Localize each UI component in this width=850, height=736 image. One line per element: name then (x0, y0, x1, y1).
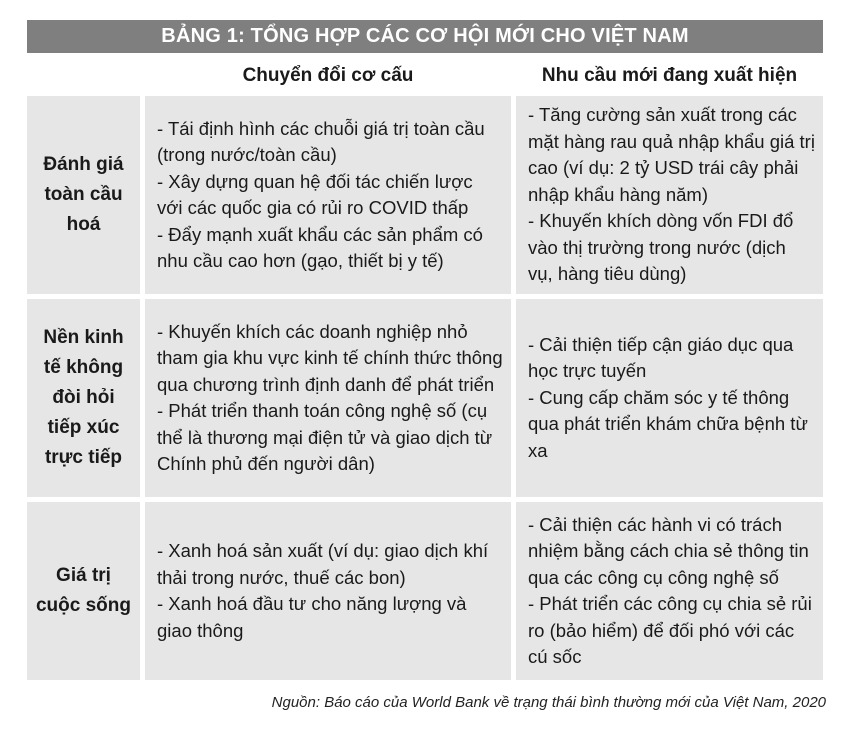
row-label-life-value: Giá trị cuộc sống (27, 502, 140, 680)
list-item: - Xanh hoá sản xuất (ví dụ: giao dịch khí thải trong nước, thuế các bon) (157, 540, 489, 588)
list-item: - Phát triển các công cụ chia sẻ rủi ro (bảo hiểm) để đối phó với các cú sốc (528, 593, 812, 667)
list-item: - Tái định hình các chuỗi giá trị toàn cầu (trong nước/toàn cầu) (157, 117, 485, 165)
cell-life-value-demand (516, 502, 823, 680)
list-item: - Cải thiện các hành vi có trách nhiệm bằng cách chia sẻ thông tin qua các công cụ công nghệ số (528, 513, 809, 588)
list-item: - Khuyến khích dòng vốn FDI đổ vào thị trường trong nước (dịch vụ, hàng tiêu dùng) (528, 210, 794, 285)
row-label-globalization: Đánh giá toàn cầu hoá (27, 96, 140, 294)
list-item: - Xanh hoá đầu tư cho năng lượng và giao thông (157, 593, 467, 641)
list-item: - Đẩy mạnh xuất khẩu các sản phẩm có nhu cầu cao hơn (gạo, thiết bị y tế) (157, 223, 483, 271)
cell-contactless-structural (145, 299, 511, 497)
list-item: - Cung cấp chăm sóc y tế thông qua phát triển khám chữa bệnh từ xa (528, 386, 808, 461)
row-label-contactless: Nền kinh tế không đòi hỏi tiếp xúc trực tiếp (27, 299, 140, 497)
source-note: Nguồn: Báo cáo của World Bank về trạng thái bình thường mới của Việt Nam, 2020 (271, 694, 826, 711)
table-title: BẢNG 1: TỔNG HỢP CÁC CƠ HỘI MỚI CHO VIỆT NAM (27, 20, 823, 53)
cell-globalization-structural (145, 96, 511, 294)
list-item: - Xây dựng quan hệ đối tác chiến lược với các quốc gia có rủi ro COVID thấp (157, 170, 473, 218)
list-item: - Cải thiện tiếp cận giáo dục qua học trực tuyến (528, 333, 794, 382)
list-item: - Phát triển thanh toán công nghệ số (cụ thể là thương mại điện tử và giao dịch từ Chính phủ đến người dân) (157, 400, 493, 474)
cell-globalization-demand (516, 96, 823, 294)
column-header-demand: Nhu cầu mới đang xuất hiện (541, 65, 798, 86)
column-header-structural: Chuyển đổi cơ cấu (242, 65, 414, 86)
list-item: - Khuyến khích các doanh nghiệp nhỏ tham gia khu vực kinh tế chính thức thông qua chương trình định danh để phát triển (157, 320, 503, 395)
cell-life-value-structural (145, 502, 511, 680)
list-item: - Tăng cường sản xuất trong các mặt hàng rau quả nhập khẩu giá trị cao (ví dụ: 2 tỷ USD trái cây phải nhập khẩu hàng năm) (528, 104, 815, 205)
cell-contactless-demand (516, 299, 823, 497)
